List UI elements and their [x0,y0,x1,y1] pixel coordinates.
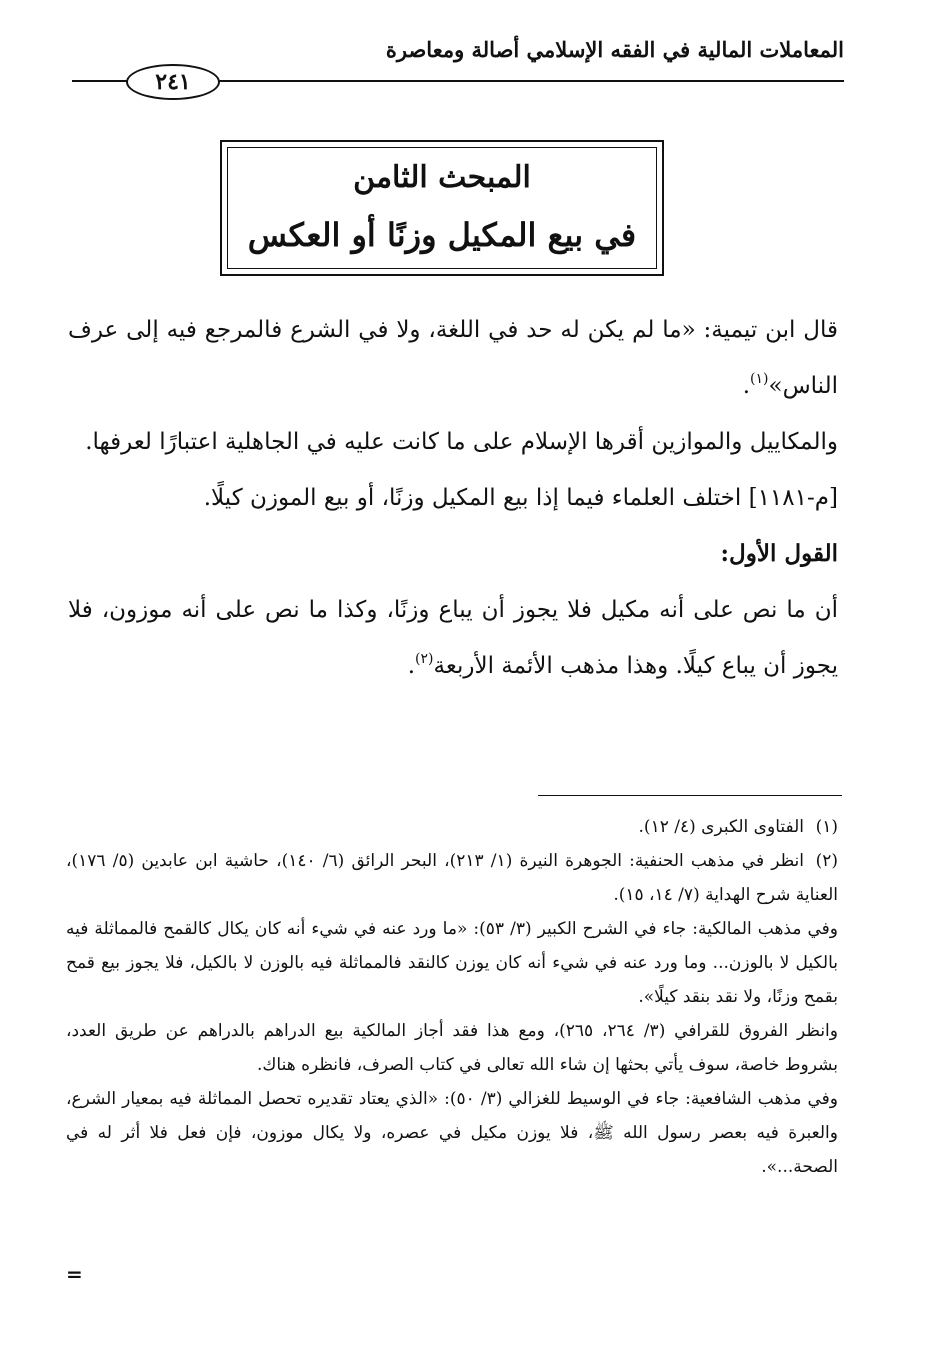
paragraph-issue: [م-١١٨١] اختلف العلماء فيما إذا بيع المكيل وزنًا، أو بيع الموزن كيلًا. [203,485,838,511]
section-title-line-1: المبحث الثامن [353,160,531,195]
footnote-2-shafii: وفي مذهب الشافعية: جاء في الوسيط للغزالي (٣/ ٥٠): «الذي يعتاد تقديره تحصل المماثلة فيه بمعيار الشرع، والعبرة فيه بعصر رسول الله ﷺ، فلا يوزن مكيل في عصره، ولا يكال موزون، فإن فعل فلا أثر له في الصحة...». [66,1089,838,1177]
paragraph-measures: والمكاييل والموازين أقرها الإسلام على ما كانت عليه في الجاهلية اعتبارًا لعرفها. [85,429,838,455]
footnote-ref-1[interactable]: (١) [750,371,769,387]
footnote-ref-2[interactable]: (٢) [415,651,434,667]
section-title-line-2: في بيع المكيل وزنًا أو العكس [247,216,637,254]
footnote-1-text: الفتاوى الكبرى (٤/ ١٢). [638,817,804,837]
main-text [68,302,838,694]
page-number-badge: ٢٤١ [126,64,220,100]
running-header-title: المعاملات المالية في الفقه الإسلامي أصالة ومعاصرة [385,37,844,62]
footnote-2-text: انظر في مذهب الحنفية: الجوهرة النيرة (١/ ٢١٣)، البحر الرائق (٦/ ١٤٠)، حاشية ابن عابدين (٥/ ١٧٦)، العناية شرح الهداية (٧/ ١٤، ١٥). [66,851,838,905]
heading-first-opinion: القول الأول: [720,540,838,567]
footnote-2-number: (٢) [815,851,839,871]
footnote-1 [66,810,838,844]
paragraph-first-opinion-end: . [407,653,416,679]
paragraph-ibn-taymiyya [68,302,838,414]
section-title-frame [220,140,664,276]
footnote-2-furuq: وانظر الفروق للقرافي (٣/ ٢٦٤، ٢٦٥)، ومع هذا فقد أجاز المالكية بيع الدراهم بالدراهم عن طريق العدد، بشروط خاصة، سوف يأتي بحثها إن شاء الله تعالى في كتاب الصرف، فانظره هناك. [66,1021,838,1075]
footnotes [66,810,838,1184]
footnote-2-maliki: وفي مذهب المالكية: جاء في الشرح الكبير (٣/ ٥٣): «ما ورد عنه في شيء أنه كان يكال كالقمح فالمماثلة فيه بالكيل لا بالوزن... وما ورد عنه في شيء أنه كان يوزن كالنقد فالمماثلة فيه بالوزن لا بالكيل، فلا يجوز بيع قمح بقمح وزنًا، ولا نقد بنقد كيلًا». [66,919,838,1007]
paragraph-first-opinion-text: أن ما نص على أنه مكيل فلا يجوز أن يباع وزنًا، وكذا ما نص على أنه موزون، فلا يجوز أن يباع كيلًا. وهذا مذهب الأئمة الأربعة [68,597,838,679]
footnote-2 [66,844,838,912]
footnote-separator [538,795,842,796]
paragraph-ibn-taymiyya-end: . [742,373,751,399]
paragraph-first-opinion [68,582,838,694]
paragraph-ibn-taymiyya-text: قال ابن تيمية: «ما لم يكن له حد في اللغة، ولا في الشرع فالمرجع فيه إلى عرف الناس» [68,317,838,399]
continuation-mark: = [66,1262,83,1286]
footnote-1-number: (١) [815,817,838,837]
